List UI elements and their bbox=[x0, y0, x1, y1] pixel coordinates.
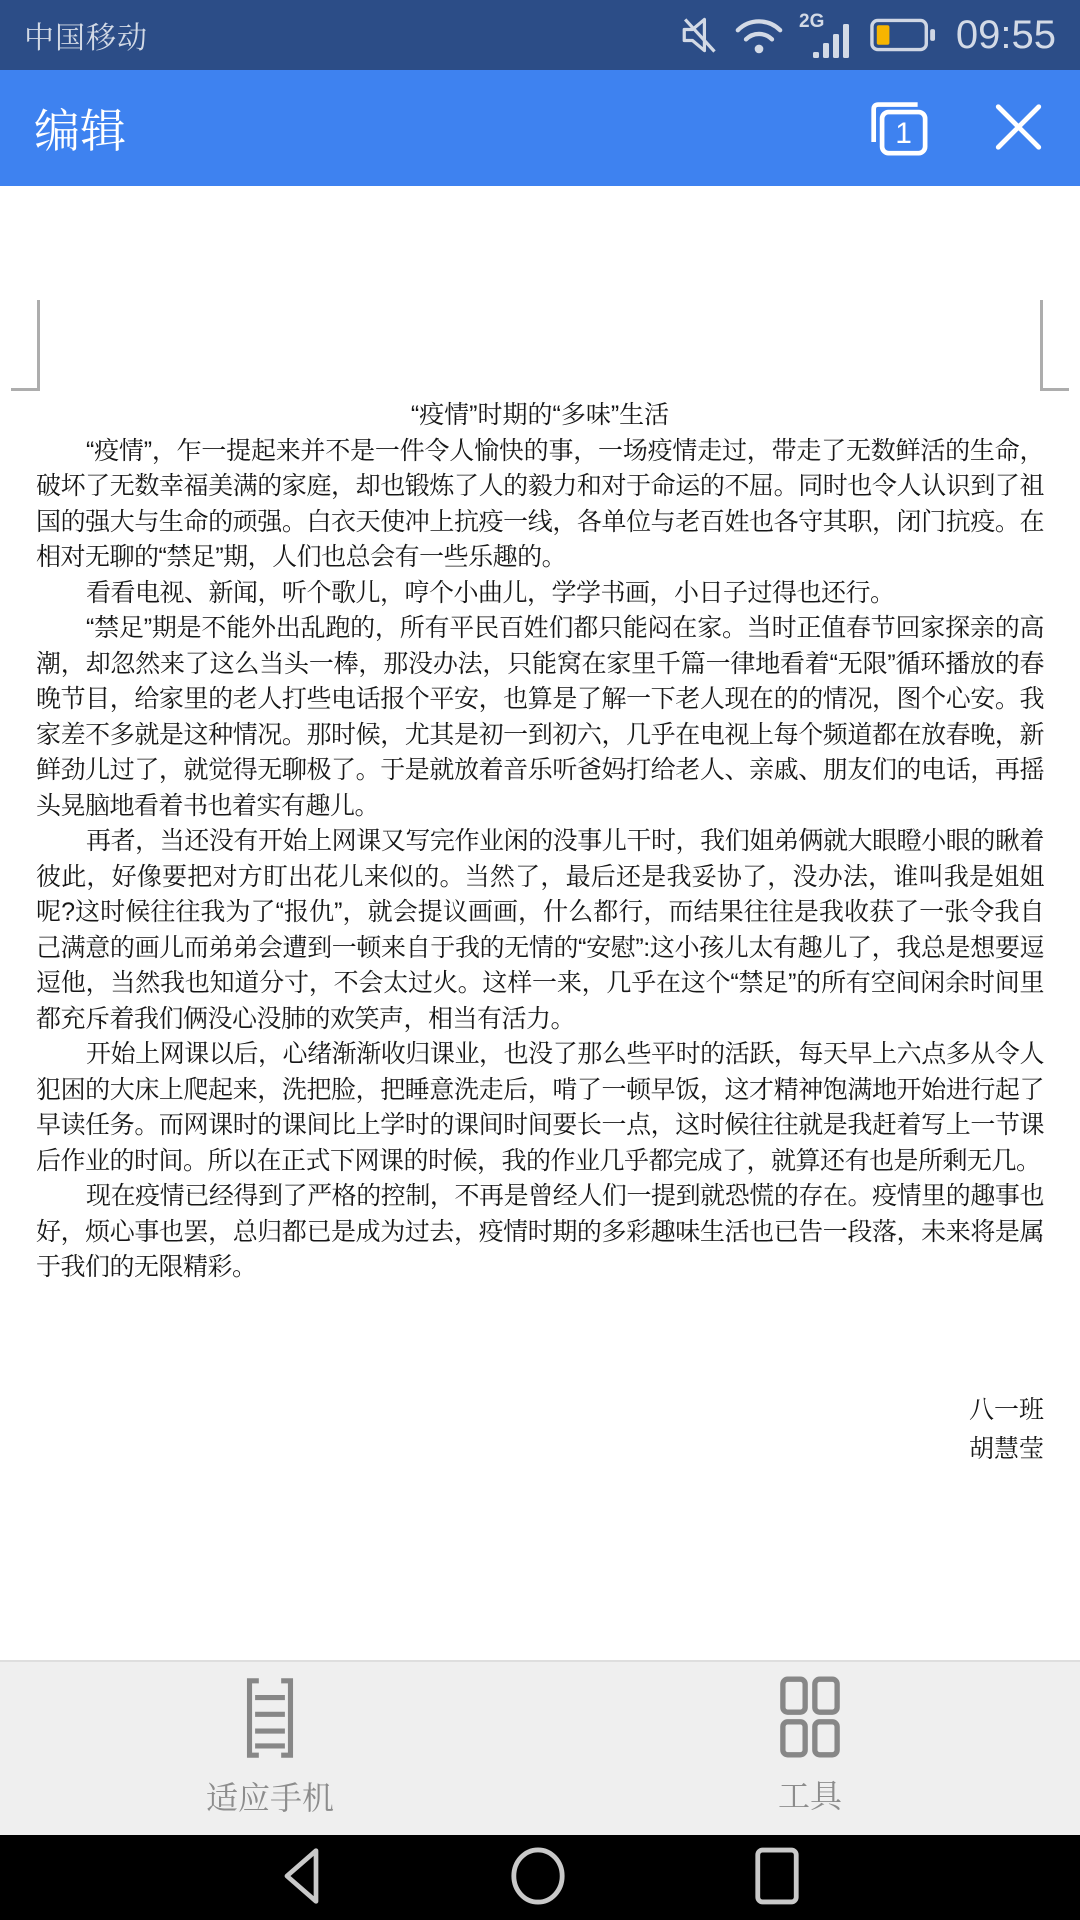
network-type-label: 2G bbox=[798, 11, 825, 32]
document-title[interactable]: “疫情”时期的“多味”生活 bbox=[410, 401, 670, 429]
fit-phone-label: 适应手机 bbox=[205, 1780, 334, 1816]
document-page[interactable] bbox=[0, 186, 1080, 1660]
back-icon bbox=[278, 1846, 324, 1909]
paragraph[interactable]: “疫情”，乍一提起来并不是一件令人愉快的事，一场疫情走过，带走了无数鲜活的生命，破坏了无数幸福美满的家庭，却也锻炼了人的毅力和对于命运的不屈。同时也令人认识到了祖国的强大与生命的顽强。白衣天使冲上抗疫一线，各单位与老百姓也各守其职，闭门抗疫。在相对无聊的“禁足”期，人们也总会有一些乐趣的。 bbox=[36, 436, 1044, 571]
page-corner-mark-left bbox=[11, 300, 40, 391]
bottom-toolbar bbox=[0, 1660, 1080, 1835]
fit-phone-icon bbox=[243, 1676, 297, 1763]
recents-icon bbox=[752, 1846, 802, 1909]
paragraph[interactable]: 再者，当还没有开始上网课又写完作业闲的没事儿干时，我们姐弟俩就大眼瞪小眼的瞅着彼此，好像要把对方盯出花儿来似的。当然了，最后还是我妥协了，没办法，谁叫我是姐姐呢?这时候往往我为了“报仇”，就会提议画画，什么都行，而结果往往是我收获了一张令我自己满意的画儿而弟弟会遭到一顿来自于我的无情的“安慰”:这小孩儿太有趣儿了，我总是想要逗逗他，当然我也知道分寸，不会太过火。这样一来，几乎在这个“禁足”的所有空间闲余时间里都充斥着我们俩没心没肺的欢笑声，相当有活力。 bbox=[36, 827, 1044, 1033]
nav-recents-button[interactable] bbox=[752, 1846, 802, 1909]
tools-label: 工具 bbox=[777, 1778, 842, 1814]
paragraph[interactable]: 现在疫情已经得到了严格的控制，不再是曾经人们一提到就恐慌的存在。疫情里的趣事也好，烦心事也罢，总归都已是成为过去，疫情时期的多彩趣味生活也已告一段落，未来将是属于我们的无限精彩。 bbox=[36, 1182, 1044, 1281]
page-corner-mark-right bbox=[1040, 300, 1069, 391]
nav-home-button[interactable] bbox=[509, 1846, 567, 1909]
wifi-icon bbox=[734, 14, 784, 56]
page-count-label: 1 bbox=[895, 116, 912, 150]
home-icon bbox=[509, 1846, 567, 1909]
paragraph[interactable]: 看看电视、新闻，听个歌儿，哼个小曲儿，学学书画，小日子过得也还行。 bbox=[86, 578, 895, 607]
battery-icon bbox=[870, 17, 936, 53]
signal-icon bbox=[798, 10, 856, 60]
fit-phone-button[interactable] bbox=[0, 1662, 540, 1835]
android-nav-bar bbox=[0, 1835, 1080, 1920]
app-bar bbox=[0, 70, 1080, 186]
signature-block bbox=[36, 1391, 1044, 1469]
nav-back-button[interactable] bbox=[278, 1846, 324, 1909]
tools-grid-icon bbox=[779, 1676, 841, 1761]
close-icon bbox=[991, 100, 1046, 157]
close-button[interactable] bbox=[991, 100, 1046, 157]
page-title: 编辑 bbox=[34, 105, 126, 157]
status-bar bbox=[0, 0, 1080, 70]
paragraph[interactable]: “禁足”期是不能外出乱跑的，所有平民百姓们都只能闷在家。当时正值春节回家探亲的高潮，却忽然来了这么当头一棒，那没办法，只能窝在家里千篇一律地看着“无限”循环播放的春晚节目，给家里的老人打些电话报个平安，也算是了解一下老人现在的的情况，图个心安。我家差不多就是这种情况。那时候，尤其是初一到初六，几乎在电视上每个频道都在放春晚，新鲜劲儿过了，就觉得无聊极了。于是就放着音乐听爸妈打给老人、亲戚、朋友们的电话，再摇头晃脑地看着书也着实有趣儿。 bbox=[36, 614, 1044, 820]
clock: 09:55 bbox=[955, 12, 1056, 57]
mute-icon bbox=[676, 13, 720, 57]
paragraph[interactable]: 开始上网课以后，心绪渐渐收归课业，也没了那么些平时的活跃，每天早上六点多从令人犯困的大床上爬起来，洗把脸，把睡意洗走后，啃了一顿早饭，这才精神饱满地开始进行起了早读任务。而网课时的课间比上学时的课间时间要长一点，这时候往往就是我赶着写上一节课后作业的时间。所以在正式下网课的时候，我的作业几乎都完成了，就算还有也是所剩无几。 bbox=[36, 1040, 1044, 1175]
page-count-button[interactable] bbox=[867, 98, 929, 159]
pages-icon bbox=[867, 98, 929, 159]
signature-name[interactable]: 胡慧莹 bbox=[968, 1434, 1044, 1463]
tools-button[interactable] bbox=[540, 1662, 1080, 1835]
signature-class[interactable]: 八一班 bbox=[968, 1395, 1044, 1424]
carrier-label: 中国移动 bbox=[24, 22, 148, 55]
